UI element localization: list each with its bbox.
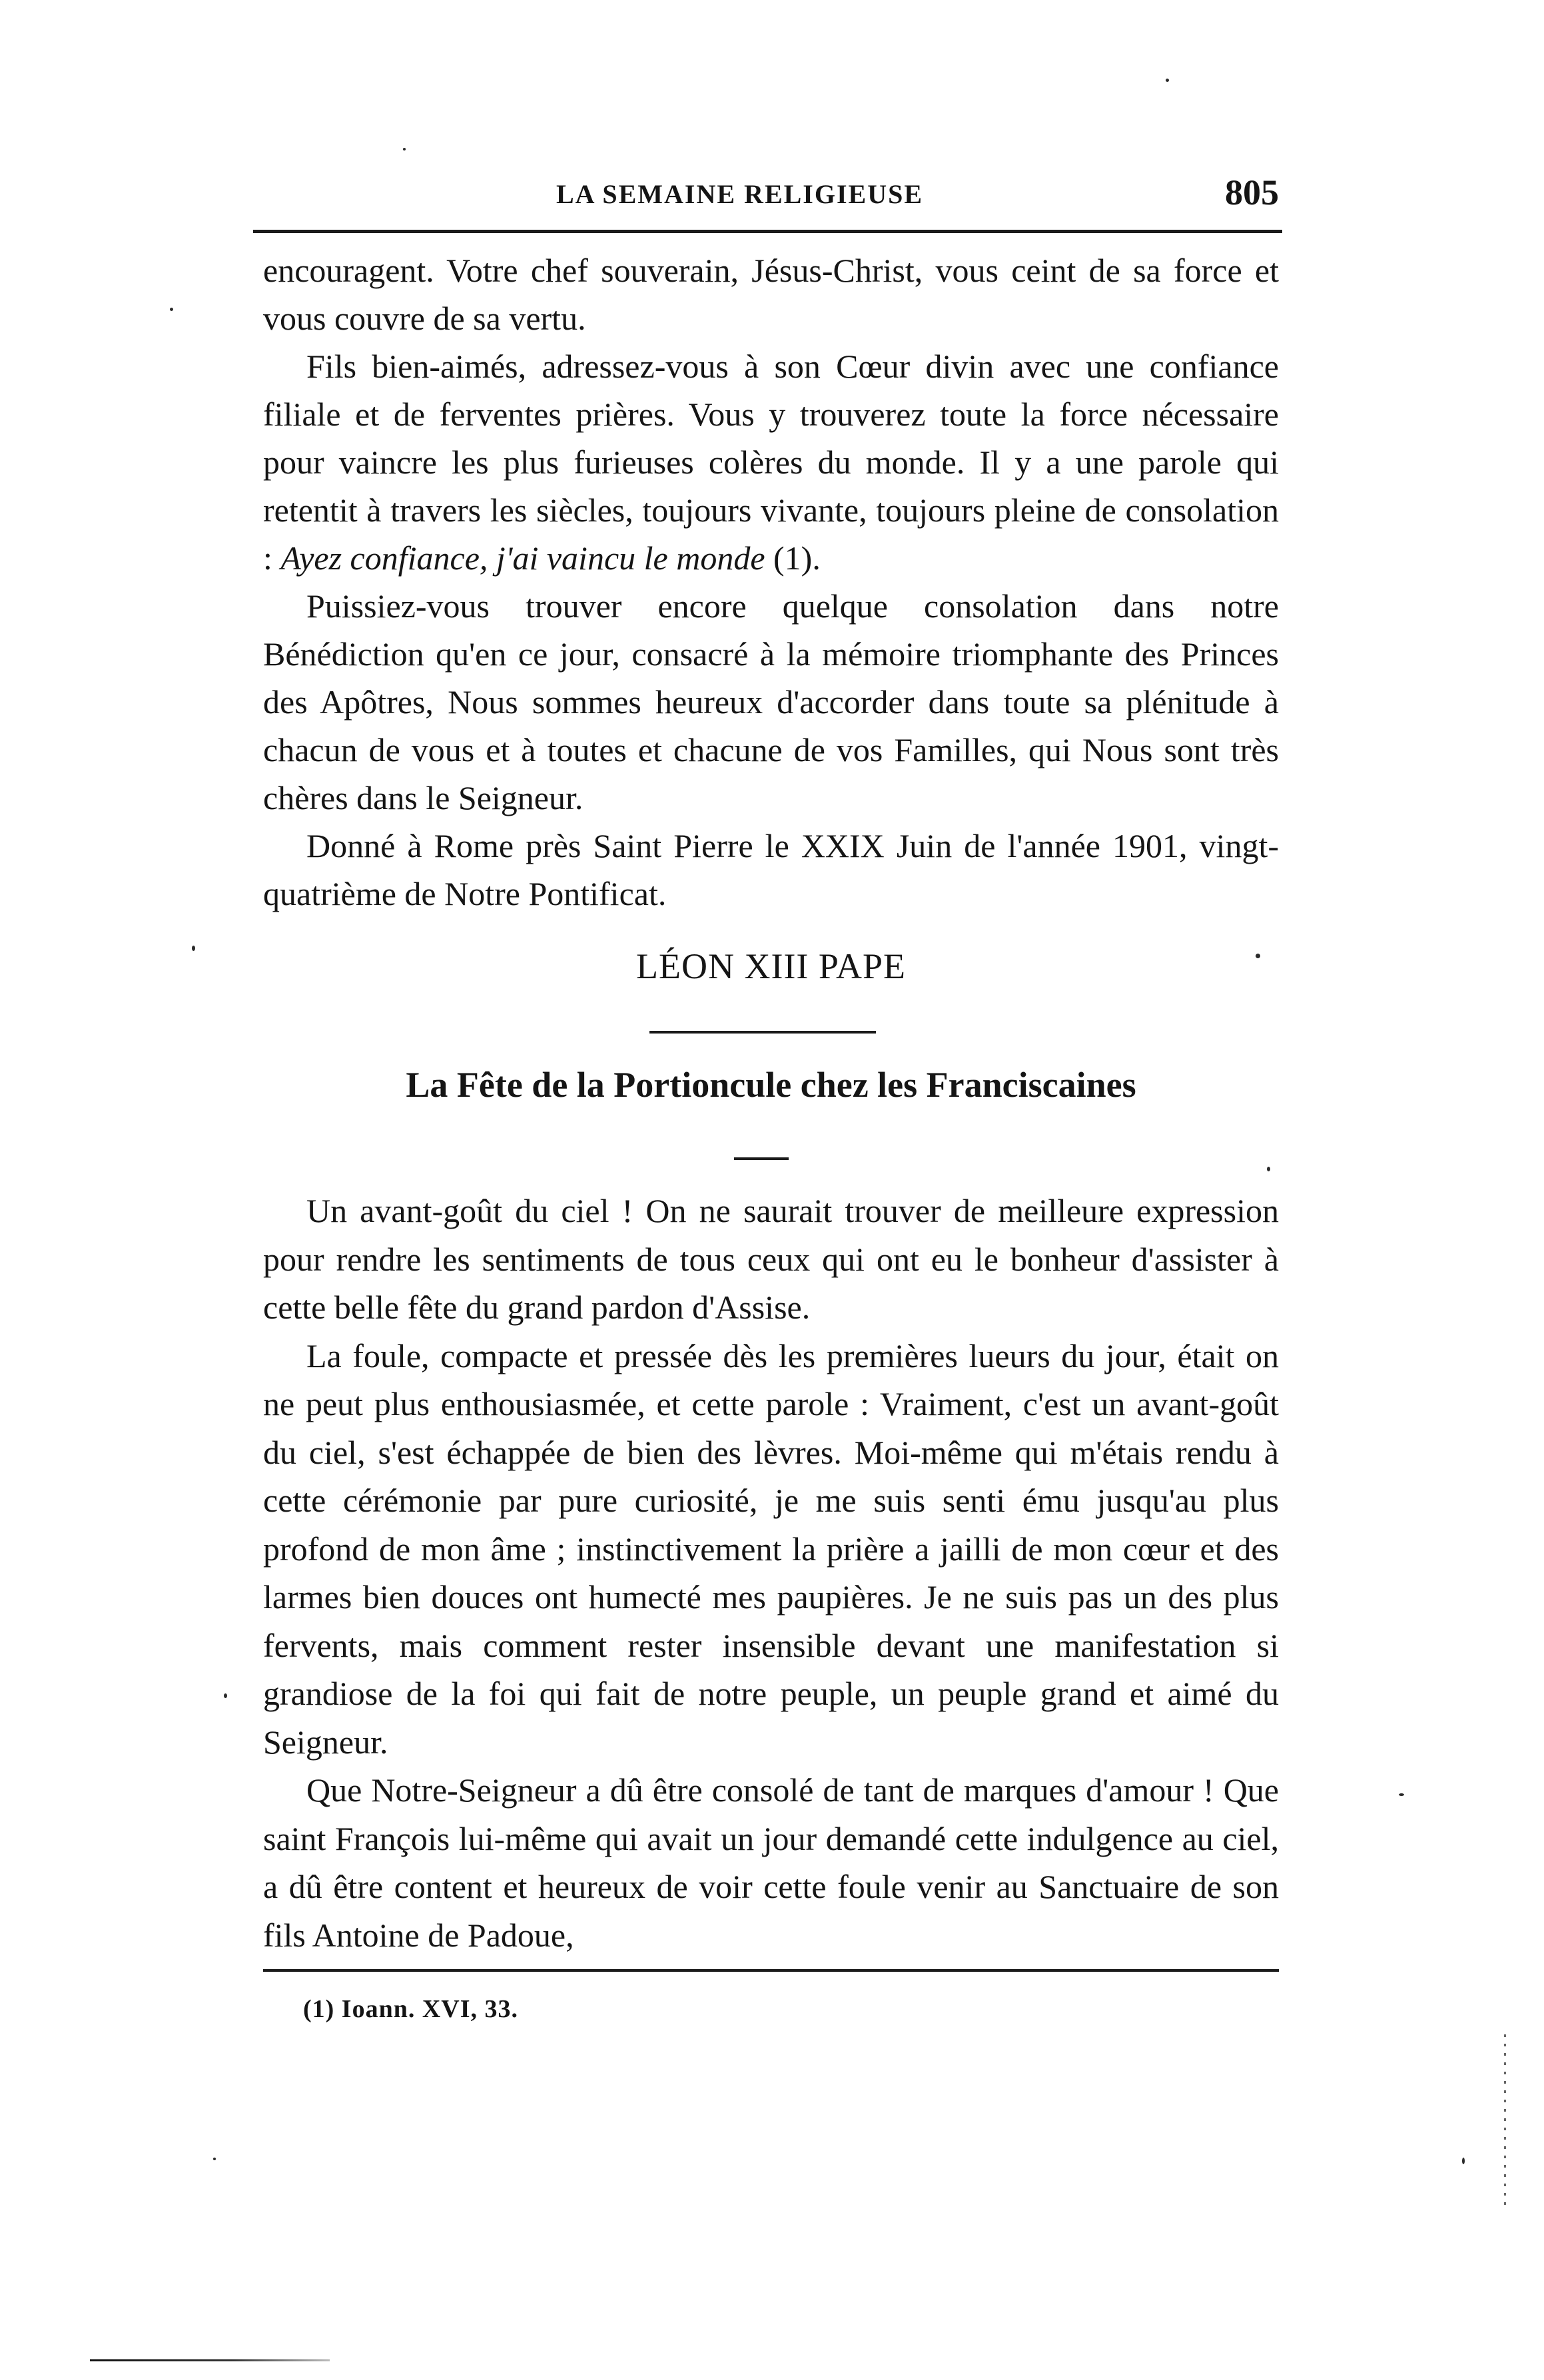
ink-speck xyxy=(403,148,406,150)
ink-speck xyxy=(1256,954,1260,958)
article-paragraph-1: Un avant-goût du ciel ! On ne saurait trouver de meilleure expression pour rendre les sentiments de tous ceux qui ont eu le bonheur d'assister à cette belle fête du grand pardon d'Assise. xyxy=(263,1192,1279,1326)
scan-edge-mark xyxy=(90,2359,330,2361)
letter-paragraph-4: Donné à Rome près Saint Pierre le XXIX Juin de l'année 1901, vingt-quatrième de Notre Pontificat. xyxy=(263,827,1279,912)
article-paragraph-3: Que Notre-Seigneur a dû être consolé de tant de marques d'amour ! Que saint François lui-même qui avait un jour demandé cette indulgence au ciel, a dû être content et heureux de voir cette foule venir au Sanctuaire de son fils Antoine de Padoue, xyxy=(263,1771,1279,1954)
article-title: La Fête de la Portioncule chez les Franciscaines xyxy=(406,1065,1136,1105)
footnote-reference: (1). xyxy=(765,539,821,577)
signature: LÉON XIII PAPE xyxy=(636,946,906,986)
ink-speck xyxy=(170,308,173,311)
page-number: 805 xyxy=(1225,172,1279,212)
ink-speck xyxy=(1462,2158,1465,2164)
section-divider xyxy=(649,1031,876,1034)
article-paragraph-2: La foule, compacte et pressée dès les premières lueurs du jour, était on ne peut plus enthousiasmée, et cette parole : Vraiment, c'est un avant-goût du ciel, s'est échappée de bien des lèvres. Moi-même qui m'étais rendu à cette cérémonie par pure curiosité, je me suis senti ému jusqu'au plus profond de mon âme ; instinctivement la prière a jailli de mon cœur et des larmes bien douces ont humecté mes paupières. Je ne suis pas un des plus fervents, mais comment rester insensible devant une manifestation si grandiose de la foi qui fait de notre peuple, un peuple grand et aimé du Seigneur. xyxy=(263,1337,1279,1761)
ink-speck xyxy=(1399,1793,1404,1796)
letter-body xyxy=(263,246,1279,918)
ink-speck xyxy=(224,1693,227,1698)
article-body xyxy=(263,1187,1279,1959)
letter-paragraph-2 xyxy=(263,342,1279,582)
ink-speck xyxy=(1166,79,1169,82)
scripture-quote: Ayez confiance, j'ai vaincu le monde xyxy=(280,539,765,577)
ink-speck xyxy=(1267,1167,1270,1171)
footnote: (1) Ioann. XVI, 33. xyxy=(303,1995,519,2023)
letter-paragraph-1: encouragent. Votre chef souverain, Jésus-Christ, vous ceint de sa force et vous couvre de sa vertu. xyxy=(263,252,1279,337)
scan-edge-dots xyxy=(1504,2034,1506,2208)
running-header xyxy=(263,174,1279,221)
ink-speck xyxy=(213,2158,216,2160)
letter-paragraph-3: Puissiez-vous trouver encore quelque consolation dans notre Bénédiction qu'en ce jour, consacré à la mémoire triomphante des Princes des Apôtres, Nous sommes heureux d'accorder dans toute sa plénitude à chacun de vous et à toutes et chacune de vos Familles, qui Nous sont très chères dans le Seigneur. xyxy=(263,587,1279,816)
header-rule xyxy=(253,230,1282,233)
title-dash xyxy=(734,1157,789,1160)
running-title: LA SEMAINE RELIGIEUSE xyxy=(556,179,924,209)
letter-paragraph-2-text: Fils bien-aimés, adressez-vous à son Cœur divin avec une confiance filiale et de ferventes prières. Vous y trouverez toute la force nécessaire pour vaincre les plus furieuses colères du monde. Il y a une parole qui retentit à travers les siècles, toujours vivante, toujours pleine de consolation : xyxy=(263,348,1279,577)
ink-speck xyxy=(192,946,195,951)
footnote-rule xyxy=(263,1969,1279,1972)
